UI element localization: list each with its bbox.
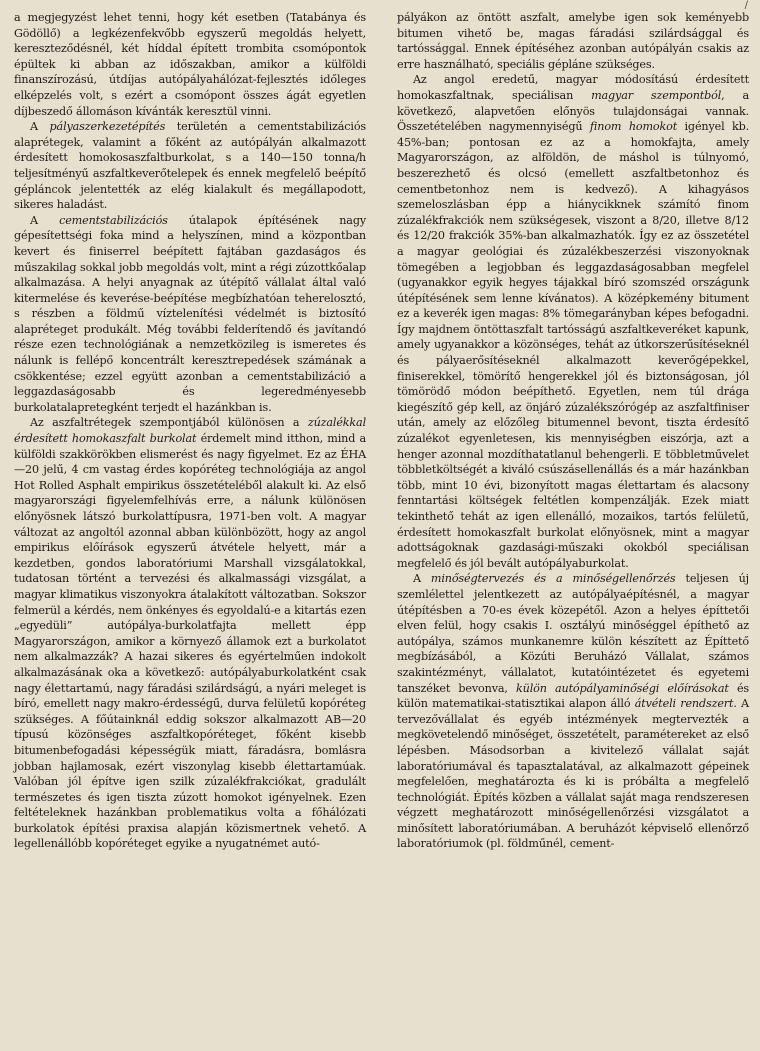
emphasis-term: finom homokot <box>589 120 678 134</box>
emphasis-term: átvételi rendszert <box>634 697 734 711</box>
right-paragraph-2: Az angol eredetű, magyar módosítású érdesített homokaszfaltnak, speciálisan magyar szempontból, a következő, alapvetően előnyös tulajdonságai vannak. Összetételében nagymennyiségű finom homokot igényel kb. 45%-ban; pontosan ez az a homokfajta, amely Magyarországon, az alföldön, de máshol is túlnyomó, beszerezhető és olcsó (emellett aszfaltbetonhoz és cementbetonhoz nem is kedvező). A kihagyásos szemeloszlásban épp a hiánycikknek számító finom zúzalékfrakciók nem szükségesek, viszont a 8/20, illetve 8/12 és 12/20 frakciók 35%-ban alkalmazhatók. Így ez az összetétel a magyar geológiai és zúzalékbeszerzési viszonyoknak tömegében a legjobban és leggazdaságosabban megfelel (ugyanakkor egyik hegyes tájakkal bíró szomszéd országunk útépítésének sem lenne kívánatos). A középkemény bitument ez a keverék igen magas: 8% tömegarányban képes befogadni. Így majdnem öntöttaszfalt tartósságú aszfaltkeveréket kapunk, amely ugyanakkor a közönséges, tehát az útkorszerűsítéseknél és pályaerősítéseknél alkalmazott keverőgépekkel, finiserekkel, tömörítő hengerekkel jól és biztonságosan, jól tömörödő módon beépíthető. Egyetlen, nem túl drága kiegészítő gép kell, az önjáró zúzalékszórógép az aszfaltfiniser után, amely az előzőleg bitumennel bevont, tiszta érdesítő zúzalékot egyenletesen, kis mennyiségben eiszórja, azt a henger azonnal mozdíthatatlanul behengerli. E többletművelet többletköltségét a kiváló csúszásellenállás és a már hazánkban több, mint 10 évi, bizonyított magas élettartam és alacsony fenntartási költségek feltétlen kompenzálják. Ezek miatt tekinthető tehát az igen ellenálló, mozaikos, tartós felületű, érdesített homokaszfalt burkolat előnyösnek, mint a magyar adottságoknak gazdasági-műszaki okokból speciálisan megfelelő és jól bevált autópályaburkolat. <box>397 73 750 570</box>
emphasis-term: zúzalékkal érdesített homokaszfalt burkolat <box>14 416 366 446</box>
emphasis-term: cementstabilizációs <box>59 213 168 227</box>
left-column <box>14 10 366 852</box>
left-paragraph-2: A pályaszerkezetépítés területén a cementstabilizációs alaprétegek, valamint a főként az autópályán alkalmazott érdesített homokosaszfaltburkolat, s a 140—150 tonna/h teljesítményű aszfaltkeverőtelepek és ennek megfelelő beépítő gépláncok jelentették az elég kialakult és megállapodott, sikeres haladást. <box>14 120 366 212</box>
right-column <box>397 10 749 852</box>
emphasis-term: külön autópályaminőségi előírásokat <box>516 681 729 695</box>
emphasis-term: minőségtervezés és a minőségellenőrzés <box>430 572 676 586</box>
left-paragraph-4: Az aszfaltrétegek szempontjából különösen a zúzalékkal érdesített homokaszfalt burkolat érdemelt mind itthon, mind a külföldi szakkörökben elismerést és nagy figyelmet. Ez az ÉHA—20 jelű, 4 cm vastag érdes kopóréteg technológiája az angol Hot Rolled Asphalt empirikus összetételéből alakult ki. Az első magyarországi figyelemfelhívás erre, a nálunk különösen előnyösnek látszó burkolattípusra, 1971-ben volt. A magyar változat az angoltól azonnal abban különbözött, hogy az angol empirikus előírások egyszerű átvétele helyett, már a kezdetben, gondos laboratóriumi Marshall vizsgálatokkal, tudatosan történt a tervezési és alkalmassági vizsgálat, a magyar klimatikus viszonyokra átalakított változatban. Sokszor felmerül a kérdés, nem önkényes és egyoldalú-e a kitartás ezen „egyedüli” autópálya-burkolatfajta mellett épp Magyarországon, amikor a környező államok ezt a burkolatot nem alkalmazzák? A hazai sikeres és egyértelműen indokolt alkalmazásának oka a következő: autópályaburkolatként csak nagy élettartamú, nagy fáradási szilárdságú, a nyári meleget is bíró, emellett nagy makro-érdességű, durva felületű kopóréteg szükséges. A főútainknál eddig sokszor alkalmazott AB—20 típusú közönséges aszfaltkopóréteget, főként kisebb bitumenbefogadási képességük miatt, fáradásra, bomlásra jobban hajlamosak, ezért viszonylag kisebb élettartamúak. Valóban jól építve igen szilk zúzalékfrakciókat, gradulált természetes és igen tiszta zúzott homokot igényelnek. Ezen feltételeknek hazánkban problematikus volta a főhálózati burkolatok építési praxisa alapján közismertnek vehető. A legellenállóbb kopóréteget egyike a nyugatnémet autó- <box>14 416 366 851</box>
emphasis-term: magyar szempontból <box>591 88 722 102</box>
left-paragraph-3: A cementstabilizációs útalapok építésének nagy gépesítettségi foka mind a helyszínen, mind a központban kevert és finiserrel beépített fajtában gazdaságos és műszakilag sokkal jobb megoldás volt, mint a régi zúzottkőalap alkalmazása. A helyi anyagnak az útépítő vállalat által való kitermelése és keverése-beépítése megbízhatóan teherelosztó, s részben a földmű víztelenítési védelmét is biztosító alapréteget produkált. Még további felderítendő és javítandó része ezen technológiának a nemzetközileg is ismeretes és nálunk is fellépő koncentrált keresztrepedések számának a csökkentése; ezzel együtt azonban a cementstabilizáció a leggazdaságosabb és legeredményesebb burkolatalapretegként terjedt el hazánkban is. <box>14 213 367 414</box>
left-paragraph-1: a megjegyzést lehet tenni, hogy két esetben (Tatabánya és Gödöllő) a legkézenfekvőbb egyszerű megoldás helyett, kereszteződésnél, két híddal épített trombita csomópontok épültek ki abban az időszakban, amikor a külföldi finanszírozású, útdíjas autópályahálózat-fejlesztés időleges elképzelés volt, s ezért a csomópont összes ágát egyetlen díjbeszedő állomáson kívánták keresztül vinni. <box>14 11 366 118</box>
right-paragraph-1: pályákon az öntött aszfalt, amelybe igen sok keményebb bitumen vihető be, magas fáradási szilárdsággal és tartóssággal. Ennek építéséhez azonban autópályán csakis az erre használható, speciális gépláne szükséges. <box>397 11 749 71</box>
corner-mark: / <box>744 0 748 11</box>
emphasis-term: pályaszerkezetépítés <box>49 120 166 134</box>
right-paragraph-3: A minőségtervezés és a minőségellenőrzés teljesen új szemlélettel jelentkezett az autópályaépítésnél, a magyar útépítésben a 70-es évek közepétől. Azon a helyes építtetői elven felül, hogy csakis I. osztályú minőséggel építhető az autópálya, számos munkanemre külön készített az Építtető megbízásából, a Közúti Beruházó Vállalat, számos szakintézményt, vállalatot, kutatóintézetet és egyetemi tanszéket bevonva, külön autópályaminőségi előírásokat és külön matematikai-statisztikai alapon álló átvételi rendszert. A tervezővállalat és egyéb intézmények megtervezték a megkövetelendő minőséget, összetételt, paramétereket az első lépésben. Másodsorban a kivitelező vállalat saját laboratóriumával és tapasztalatával, az alkalmazott gépeinek megfelelően, meghatározta és ki is próbálta a megfelelő technológiát. Építés közben a vállalat saját maga rendszeresen végzett meghatározott minőségellenőrzési vizsgálatot a minősített laboratóriumában. A beruházót képviselő ellenőrző laboratóriumok (pl. földműnél, cement- <box>397 572 750 851</box>
